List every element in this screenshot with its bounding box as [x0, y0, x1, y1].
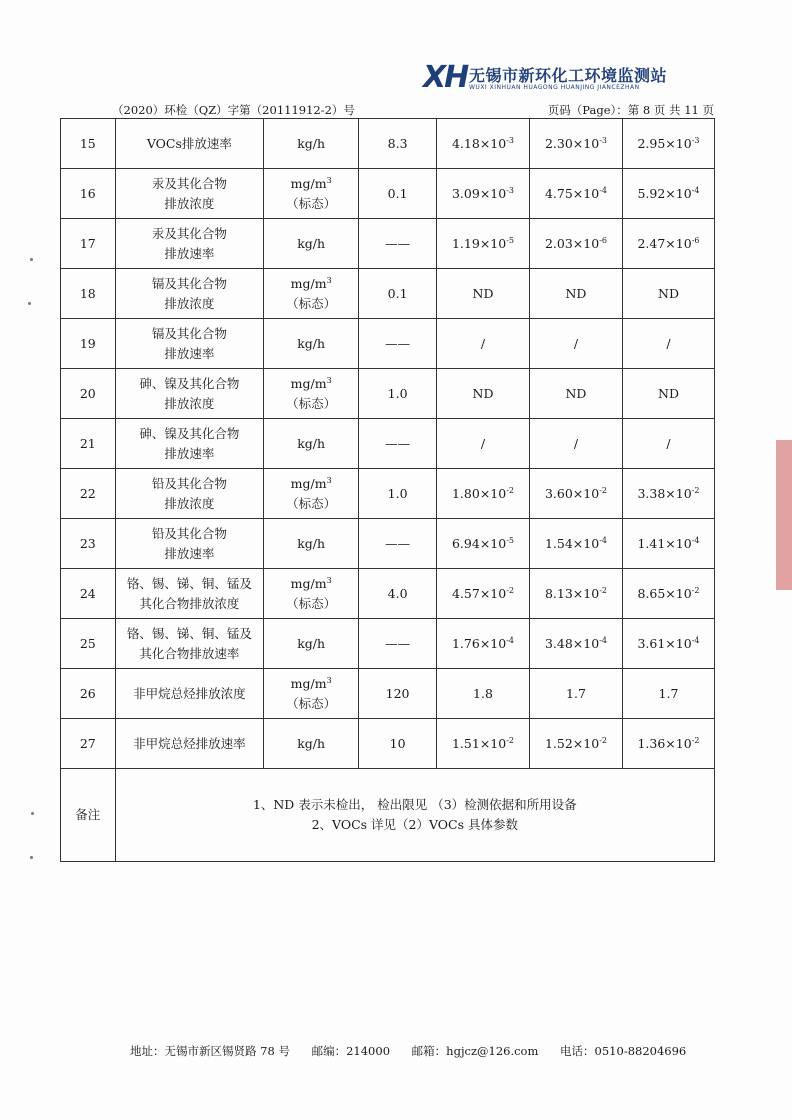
item-name-cell [115, 119, 264, 169]
unit-base: mg/m [290, 575, 327, 591]
logo-mark: XH [423, 60, 468, 95]
item-name-line: 砷、镍及其化合物 [139, 375, 240, 391]
result-mantissa: 6.94×10 [451, 535, 507, 551]
page-number: 页码（Page）：第 8 页 共 11 页 [547, 103, 714, 117]
table-row [61, 519, 715, 569]
result-mantissa: 3.60×10 [544, 485, 600, 501]
result-cell [529, 169, 622, 219]
result-mantissa: 4.18×10 [451, 135, 507, 151]
limit-cell [359, 569, 437, 619]
row-number-cell [61, 619, 116, 669]
result-cell [622, 319, 714, 369]
scan-speck [30, 856, 33, 859]
result-cell [437, 669, 530, 719]
result-mantissa: ND [658, 385, 679, 401]
result-cell [437, 269, 530, 319]
unit-base: kg/h [297, 235, 326, 251]
unit-base: kg/h [297, 135, 326, 151]
item-name-cell [115, 619, 264, 669]
limit-cell [359, 319, 437, 369]
result-exponent: -4 [599, 185, 607, 195]
result-exponent: -4 [691, 185, 700, 195]
unit-cell [264, 419, 359, 469]
result-cell [437, 119, 530, 169]
unit-cell [264, 119, 359, 169]
table-row [61, 569, 715, 619]
remark-row [61, 769, 715, 862]
result-exponent: -2 [599, 585, 607, 595]
row-number: 19 [79, 335, 96, 351]
footer-email: 邮箱：hgjcz@126.com [411, 1044, 539, 1058]
row-number: 27 [79, 735, 96, 751]
result-mantissa: ND [565, 285, 587, 301]
result-exponent: -3 [506, 185, 514, 195]
result-exponent: -2 [599, 485, 607, 495]
result-cell [622, 719, 714, 769]
unit-base: mg/m [290, 175, 327, 191]
results-table [60, 118, 715, 862]
result-mantissa: 1.36×10 [637, 735, 692, 751]
item-name-line: 铬、锡、锑、铜、锰及 [126, 575, 252, 591]
limit-value: 120 [385, 685, 410, 701]
table-row [61, 169, 715, 219]
footer-postcode: 邮编：214000 [311, 1044, 391, 1058]
row-number-cell [61, 319, 116, 369]
item-name-line: 其化合物排放浓度 [139, 595, 240, 611]
result-mantissa: 4.75×10 [544, 185, 600, 201]
footer-phone: 电话：0510-88204696 [560, 1044, 687, 1058]
unit-exponent: 3 [326, 275, 332, 285]
unit-cell [264, 619, 359, 669]
result-cell [529, 619, 622, 669]
unit-base: kg/h [297, 335, 326, 351]
row-number-cell [61, 219, 116, 269]
limit-cell [359, 719, 437, 769]
scan-speck [30, 258, 33, 261]
result-cell [529, 269, 622, 319]
result-cell [622, 269, 714, 319]
scan-speck [28, 302, 31, 305]
item-name-line: 其化合物排放速率 [139, 645, 240, 661]
result-exponent: -3 [691, 135, 700, 145]
result-mantissa: ND [472, 285, 494, 301]
unit-base: mg/m [290, 675, 327, 691]
logo-english-name: WUXI XINHUAN HUAGONG HUANJING JIANCEZHAN [469, 84, 640, 91]
logo-chinese-name: 无锡市新环化工环境监测站 [469, 66, 668, 85]
row-number-cell [61, 719, 116, 769]
unit-cell [264, 269, 359, 319]
unit-exponent: 3 [326, 475, 332, 485]
item-name-cell [115, 169, 264, 219]
unit-base: mg/m [290, 275, 327, 291]
result-exponent: -5 [506, 235, 514, 245]
limit-value: —— [385, 335, 411, 351]
unit-suffix: （标态） [286, 195, 337, 211]
result-cell [529, 519, 622, 569]
result-cell [529, 469, 622, 519]
row-number: 18 [79, 285, 96, 301]
result-mantissa: / [666, 435, 671, 451]
unit-exponent: 3 [326, 675, 332, 685]
result-mantissa: 1.51×10 [451, 735, 507, 751]
result-cell [529, 369, 622, 419]
unit-cell [264, 669, 359, 719]
result-cell [622, 519, 714, 569]
result-cell [529, 419, 622, 469]
table-row [61, 469, 715, 519]
item-name-cell [115, 269, 264, 319]
item-name-line: 排放浓度 [164, 495, 215, 511]
result-cell [529, 219, 622, 269]
unit-cell [264, 319, 359, 369]
result-exponent: -3 [599, 135, 607, 145]
result-exponent: -2 [506, 735, 514, 745]
result-cell [622, 619, 714, 669]
result-cell [529, 669, 622, 719]
result-cell [622, 669, 714, 719]
table-row [61, 219, 715, 269]
result-mantissa: 4.57×10 [451, 585, 507, 601]
row-number-cell [61, 419, 116, 469]
report-number: （2020）环检（QZ）字第（20111912-2）号 [112, 103, 355, 117]
item-name-line: 铅及其化合物 [151, 525, 227, 541]
result-mantissa: 1.7 [566, 685, 586, 701]
unit-suffix: （标态） [286, 295, 337, 311]
unit-exponent: 3 [326, 575, 332, 585]
unit-cell [264, 569, 359, 619]
result-cell [437, 719, 530, 769]
result-cell [529, 569, 622, 619]
result-mantissa: ND [565, 385, 587, 401]
table-row [61, 669, 715, 719]
result-exponent: -2 [691, 735, 700, 745]
unit-exponent: 3 [326, 175, 332, 185]
table-row [61, 419, 715, 469]
remark-line-1: 1、ND 表示未检出， 检出限见 （3）检测依据和所用设备 [252, 797, 577, 812]
limit-cell [359, 419, 437, 469]
unit-cell [264, 719, 359, 769]
footer-address: 地址：无锡市新区锡贤路 78 号 [130, 1044, 290, 1058]
unit-suffix: （标态） [286, 395, 337, 411]
result-cell [437, 519, 530, 569]
row-number: 22 [79, 485, 96, 501]
unit-base: mg/m [290, 475, 327, 491]
row-number-cell [61, 169, 116, 219]
result-cell [622, 419, 714, 469]
item-name-cell [115, 719, 264, 769]
item-name-cell [115, 319, 264, 369]
item-name-line: 铬、锡、锑、铜、锰及 [126, 625, 252, 641]
result-mantissa: / [573, 335, 579, 351]
result-cell [437, 169, 530, 219]
item-name-cell [115, 219, 264, 269]
unit-cell [264, 219, 359, 269]
result-mantissa: 3.61×10 [637, 635, 692, 651]
result-cell [437, 619, 530, 669]
unit-base: kg/h [297, 635, 326, 651]
unit-suffix: （标态） [286, 595, 337, 611]
table-row [61, 269, 715, 319]
result-mantissa: 2.03×10 [544, 235, 600, 251]
row-number-cell [61, 469, 116, 519]
table-row [61, 719, 715, 769]
limit-cell [359, 369, 437, 419]
result-cell [622, 119, 714, 169]
row-number-cell [61, 569, 116, 619]
row-number: 15 [79, 135, 96, 151]
limit-cell [359, 169, 437, 219]
limit-cell [359, 269, 437, 319]
result-mantissa: 3.38×10 [637, 485, 692, 501]
result-cell [622, 219, 714, 269]
row-number: 17 [79, 235, 96, 251]
table-row [61, 619, 715, 669]
limit-value: —— [385, 535, 411, 551]
result-exponent: -3 [506, 135, 514, 145]
limit-cell [359, 519, 437, 569]
result-exponent: -2 [691, 585, 700, 595]
item-name-line: VOCs排放速率 [146, 135, 232, 151]
limit-value: —— [385, 235, 411, 251]
result-cell [529, 719, 622, 769]
result-mantissa: 8.13×10 [544, 585, 600, 601]
unit-exponent: 3 [326, 375, 332, 385]
unit-base: mg/m [290, 375, 327, 391]
scan-speck [31, 812, 34, 815]
item-name-cell [115, 669, 264, 719]
unit-suffix: （标态） [286, 695, 337, 711]
result-exponent: -4 [506, 635, 514, 645]
result-mantissa: 8.65×10 [637, 585, 692, 601]
limit-value: 4.0 [387, 585, 408, 601]
result-mantissa: ND [472, 385, 494, 401]
limit-cell [359, 469, 437, 519]
result-mantissa: 1.7 [658, 685, 679, 701]
result-mantissa: 2.30×10 [544, 135, 600, 151]
item-name-line: 排放浓度 [164, 395, 215, 411]
table-row [61, 369, 715, 419]
result-cell [437, 319, 530, 369]
item-name-line: 砷、镍及其化合物 [139, 425, 240, 441]
result-cell [622, 469, 714, 519]
item-name-line: 镉及其化合物 [151, 275, 227, 291]
result-cell [529, 319, 622, 369]
result-mantissa: 1.8 [473, 685, 493, 701]
result-mantissa: 1.41×10 [637, 535, 692, 551]
result-exponent: -2 [506, 485, 514, 495]
result-exponent: -4 [691, 635, 700, 645]
unit-cell [264, 369, 359, 419]
item-name-line: 汞及其化合物 [151, 225, 227, 241]
result-cell [622, 569, 714, 619]
item-name-line: 汞及其化合物 [151, 175, 227, 191]
result-exponent: -6 [691, 235, 700, 245]
result-mantissa: / [666, 335, 671, 351]
limit-cell [359, 219, 437, 269]
item-name-line: 排放速率 [164, 245, 215, 261]
row-number-cell [61, 369, 116, 419]
unit-base: kg/h [297, 535, 326, 551]
limit-cell [359, 119, 437, 169]
result-mantissa: 2.47×10 [637, 235, 692, 251]
item-name-line: 排放速率 [164, 345, 215, 361]
item-name-line: 非甲烷总烃排放浓度 [133, 685, 246, 701]
row-number: 21 [79, 435, 96, 451]
limit-cell [359, 619, 437, 669]
remark-label: 备注 [61, 769, 116, 862]
item-name-line: 非甲烷总烃排放速率 [133, 735, 246, 751]
result-mantissa: 1.52×10 [544, 735, 600, 751]
result-mantissa: 1.19×10 [451, 235, 507, 251]
row-number: 16 [79, 185, 96, 201]
result-exponent: -4 [599, 535, 607, 545]
row-number: 25 [79, 635, 96, 651]
table-row [61, 119, 715, 169]
result-mantissa: / [480, 435, 486, 451]
result-exponent: -2 [506, 585, 514, 595]
item-name-cell [115, 419, 264, 469]
unit-cell [264, 519, 359, 569]
limit-value: —— [385, 635, 411, 651]
unit-cell [264, 469, 359, 519]
result-mantissa: ND [658, 285, 679, 301]
limit-value: 0.1 [387, 285, 408, 301]
row-number-cell [61, 519, 116, 569]
item-name-cell [115, 519, 264, 569]
result-mantissa: 1.54×10 [544, 535, 600, 551]
remark-content [115, 769, 714, 862]
limit-cell [359, 669, 437, 719]
row-number: 26 [79, 685, 96, 701]
item-name-cell [115, 369, 264, 419]
item-name-line: 镉及其化合物 [151, 325, 227, 341]
result-cell [437, 469, 530, 519]
row-number: 23 [79, 535, 96, 551]
row-number-cell [61, 119, 116, 169]
item-name-line: 排放浓度 [164, 195, 215, 211]
result-cell [437, 369, 530, 419]
row-number-cell [61, 669, 116, 719]
result-mantissa: 1.76×10 [451, 635, 507, 651]
station-logo [423, 62, 683, 96]
limit-value: 1.0 [387, 485, 408, 501]
row-number: 20 [79, 385, 96, 401]
item-name-line: 铅及其化合物 [151, 475, 227, 491]
result-exponent: -2 [691, 485, 700, 495]
result-exponent: -6 [599, 235, 607, 245]
result-cell [437, 219, 530, 269]
limit-value: 0.1 [387, 185, 408, 201]
result-exponent: -2 [599, 735, 607, 745]
result-cell [437, 419, 530, 469]
remark-line-2: 2、VOCs 详见（2）VOCs 具体参数 [311, 817, 518, 832]
limit-value: —— [385, 435, 411, 451]
result-mantissa: 2.95×10 [637, 135, 692, 151]
limit-value: 1.0 [387, 385, 408, 401]
result-exponent: -4 [691, 535, 700, 545]
footer-contact [130, 1043, 704, 1059]
item-name-cell [115, 569, 264, 619]
limit-value: 10 [389, 735, 406, 751]
item-name-cell [115, 469, 264, 519]
result-cell [529, 119, 622, 169]
result-cell [437, 569, 530, 619]
unit-suffix: （标态） [286, 495, 337, 511]
result-mantissa: 3.48×10 [544, 635, 600, 651]
result-mantissa: / [480, 335, 486, 351]
table-row [61, 319, 715, 369]
unit-base: kg/h [297, 735, 326, 751]
row-number-cell [61, 269, 116, 319]
row-number: 24 [79, 585, 96, 601]
unit-cell [264, 169, 359, 219]
result-mantissa: 1.80×10 [451, 485, 507, 501]
limit-value: 8.3 [387, 135, 408, 151]
result-mantissa: / [573, 435, 579, 451]
result-exponent: -5 [506, 535, 514, 545]
result-mantissa: 3.09×10 [451, 185, 507, 201]
item-name-line: 排放速率 [164, 545, 215, 561]
result-cell [622, 369, 714, 419]
seal-edge-mark [776, 440, 792, 590]
item-name-line: 排放速率 [164, 445, 215, 461]
unit-base: kg/h [297, 435, 326, 451]
item-name-line: 排放浓度 [164, 295, 215, 311]
result-exponent: -4 [599, 635, 607, 645]
result-mantissa: 5.92×10 [637, 185, 692, 201]
result-cell [622, 169, 714, 219]
